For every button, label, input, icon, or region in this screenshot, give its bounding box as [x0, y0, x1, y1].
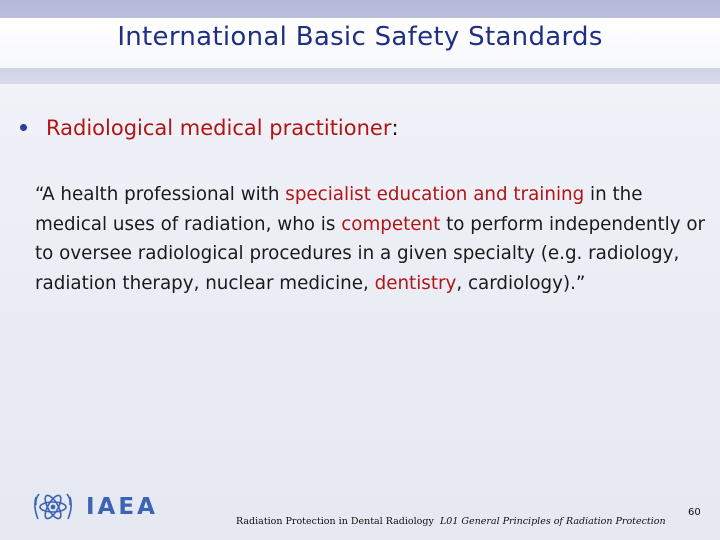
- atom-emblem-icon: [30, 485, 76, 529]
- bullet-item: [20, 116, 399, 140]
- footer-lecture: L01 General Principles of Radiation Protection: [440, 516, 666, 527]
- iaea-logo-text: IAEA: [86, 494, 158, 520]
- quote-text: to perform independently or to oversee radiological procedures in a given specialty (e.g. radiology, radiation therapy, nuclear medicine,: [35, 213, 706, 294]
- quote-highlight: specialist education and training: [285, 184, 585, 205]
- iaea-logo: [30, 485, 158, 529]
- quote-text: “A health professional with: [35, 184, 286, 205]
- page-number: 60: [688, 507, 701, 518]
- page-title: International Basic Safety Standards: [117, 22, 603, 52]
- footer-course: Radiation Protection in Dental Radiology: [236, 516, 434, 527]
- quote-text: , cardiology).”: [456, 272, 586, 294]
- definition-quote: [35, 180, 715, 298]
- bullet-label: Radiological medical practitioner: [46, 116, 392, 140]
- bullet-icon: [20, 124, 27, 131]
- quote-highlight: competent: [341, 213, 441, 235]
- title-bar: [0, 0, 720, 84]
- quote-highlight: dentistry: [374, 272, 457, 294]
- bullet-colon: :: [391, 116, 399, 140]
- quote-text: in the medical uses of radiation, who is: [35, 184, 643, 235]
